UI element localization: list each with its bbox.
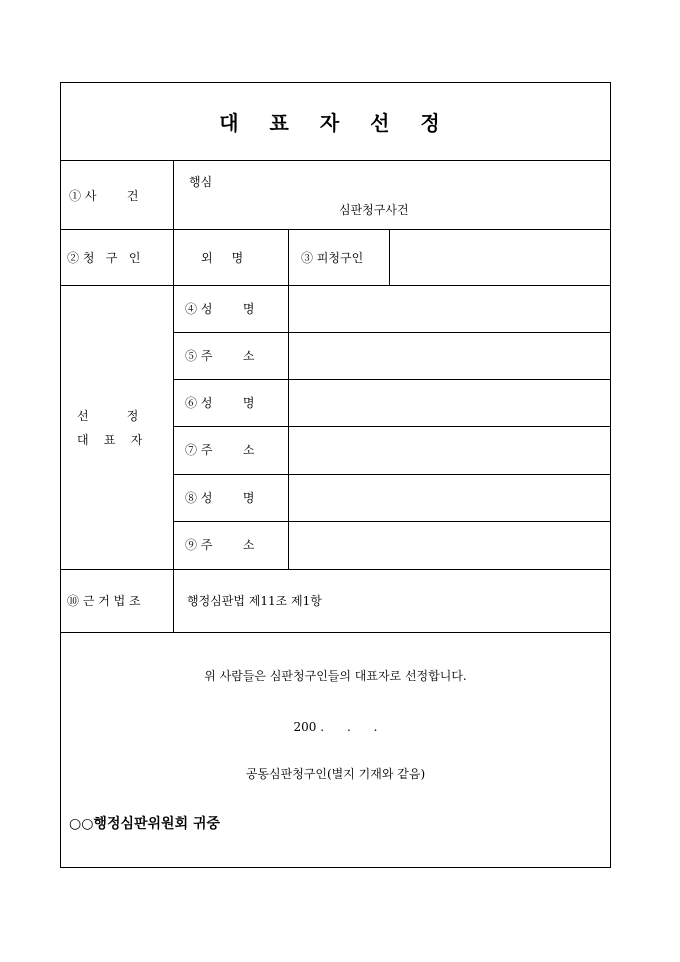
- divider: [61, 569, 610, 570]
- rep1-name-label: ④ 성 명: [185, 302, 255, 316]
- case-suffix: 심판청구사건: [339, 203, 409, 217]
- respondent-label: ③ 피청구인: [301, 251, 364, 265]
- form-title: 대 표 자 선 정: [219, 111, 452, 135]
- divider: [173, 474, 610, 475]
- representative-selection-form: [60, 82, 611, 868]
- legal-basis-value: 행정심판법 제11조 제1항: [187, 594, 322, 608]
- addressee: ○○행정심판위원회 귀중: [69, 816, 221, 832]
- claimant-label: ② 청 구 인: [67, 251, 141, 265]
- rep2-name-label: ⑥ 성 명: [185, 396, 255, 410]
- divider: [173, 379, 610, 380]
- divider: [389, 229, 390, 285]
- divider: [173, 332, 610, 333]
- divider: [173, 160, 174, 632]
- rep1-address-label: ⑤ 주 소: [185, 349, 255, 363]
- rep2-address-label: ⑦ 주 소: [185, 443, 255, 457]
- divider: [61, 229, 610, 230]
- rep3-address-label: ⑨ 주 소: [185, 538, 255, 552]
- claimant-value: 외 명: [201, 251, 244, 265]
- divider: [288, 229, 289, 569]
- divider: [173, 521, 610, 522]
- divider: [61, 160, 610, 161]
- representatives-label: 선 정: [77, 409, 139, 423]
- legal-basis-label: ⑩ 근 거 법 조: [67, 594, 141, 608]
- rep3-name-label: ⑧ 성 명: [185, 491, 255, 505]
- declaration-date: 200 . . .: [293, 720, 378, 734]
- declaration-statement: 위 사람들은 심판청구인들의 대표자로 선정합니다.: [204, 669, 467, 683]
- representatives-label: 대 표 자: [77, 433, 143, 447]
- divider: [173, 426, 610, 427]
- joint-claimant-signatory: 공동심판청구인(별지 기재와 같음): [245, 767, 426, 781]
- case-label: ① 사 건: [69, 189, 139, 203]
- case-prefix: 행심: [189, 175, 213, 189]
- divider: [61, 632, 610, 633]
- divider: [61, 285, 610, 286]
